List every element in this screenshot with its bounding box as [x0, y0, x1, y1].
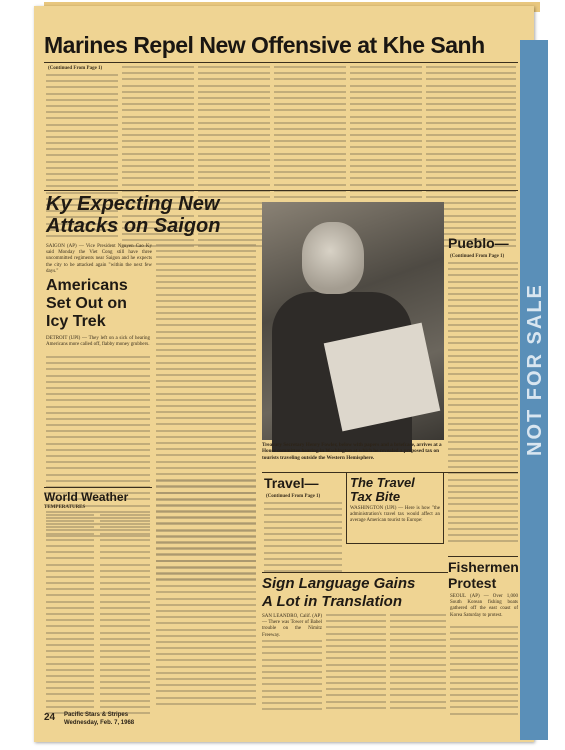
americans-dateline: DETROIT (UPI) — They left on a sick of hearing Americans more called off, flabby money grubbers. [46, 336, 150, 348]
marines-column-2 [122, 66, 194, 188]
sign-column-3 [390, 614, 446, 714]
pueblo-headline: Pueblo— [448, 235, 509, 251]
fishermen-headline-2: Protest [448, 575, 497, 591]
footer-date: Wednesday, Feb. 7, 1968 [64, 720, 135, 726]
side-banner-text: NOT FOR SALE [524, 283, 546, 457]
marines-column-1 [46, 74, 118, 184]
travel-tax-headline-2: Tax Bite [350, 489, 401, 504]
footer-publication: Pacific Stars & Stripes [64, 712, 129, 718]
ky-headline-1: Ky Expecting New [46, 193, 220, 215]
fishermen-dateline: SEOUL (AP) — Over 1,000 South Korean fishing boats gathered off the east coast of Korea Saturday to protest. [450, 594, 518, 618]
sign-dateline: SAN LEANDRO, Calif. (AP) — There was Tower of Babel trouble on the Nimitz Freeway. [262, 614, 322, 638]
fishermen-column [450, 626, 518, 718]
weather-table-left [46, 514, 94, 710]
marines-column-3 [198, 66, 270, 188]
marines-continued-label: (Continued From Page 1) [48, 66, 103, 71]
americans-column [46, 356, 150, 484]
travel-column [264, 502, 342, 572]
photo-papers [324, 323, 441, 432]
footer-page-number: 24 [44, 712, 56, 723]
travel-tax-headline-1: The Travel [350, 475, 415, 490]
fishermen-rule [448, 556, 518, 557]
weather-table-right [100, 514, 150, 710]
ky-column-3 [156, 480, 256, 710]
travel-continued: (Continued From Page 1) [266, 494, 321, 499]
weather-rule [44, 487, 152, 488]
fishermen-headline-1: Fishermen [448, 559, 519, 575]
photo-figure-face [302, 222, 364, 294]
section-rule [44, 190, 518, 191]
marines-column-4 [274, 66, 346, 188]
photo-caption: Treasury Secretary Henry Fowler, below with papers and a briefcase, arrives at a House committee hearing in Washington at which he revealed a proposed tax on tourists traveling outside the Western Hemisphere. [262, 442, 442, 461]
weather-subtitle: TEMPERATURES [44, 505, 86, 510]
ky-headline-2: Attacks on Saigon [46, 215, 221, 237]
americans-headline-3: Icy Trek [46, 313, 106, 330]
sign-column-1 [262, 640, 322, 714]
ky-dateline: SAIGON (AP) — Vice President Nguyen Cao Ky said Monday the Viet Cong still have three uncommitted regiments near Saigon and he expects the city to be attacked again "within the next few days." [46, 244, 152, 274]
banner-headline: Marines Repel New Offensive at Khe Sanh [44, 32, 485, 58]
ky-column-2 [156, 244, 256, 474]
travel-tax-dateline: WASHINGTON (UPI) — Here is how "the administration's travel tax would affect an average American tourist to Europe: [350, 506, 440, 524]
sign-headline-1: Sign Language Gains [262, 575, 416, 592]
americans-headline-2: Set Out on [46, 295, 127, 312]
fowler-photo [262, 202, 444, 440]
sign-column-2 [326, 614, 386, 714]
sign-rule [262, 572, 448, 573]
pueblo-continued: (Continued From Page 1) [450, 254, 505, 259]
marines-column-5 [350, 66, 422, 188]
marines-column-6 [426, 66, 516, 188]
sign-headline-2: A Lot in Translation [262, 593, 403, 610]
travel-headline: Travel— [264, 475, 319, 491]
americans-headline-1: Americans [46, 277, 128, 294]
pueblo-column [448, 262, 518, 552]
weather-title: World Weather [44, 490, 129, 504]
banner-rule [44, 62, 518, 63]
